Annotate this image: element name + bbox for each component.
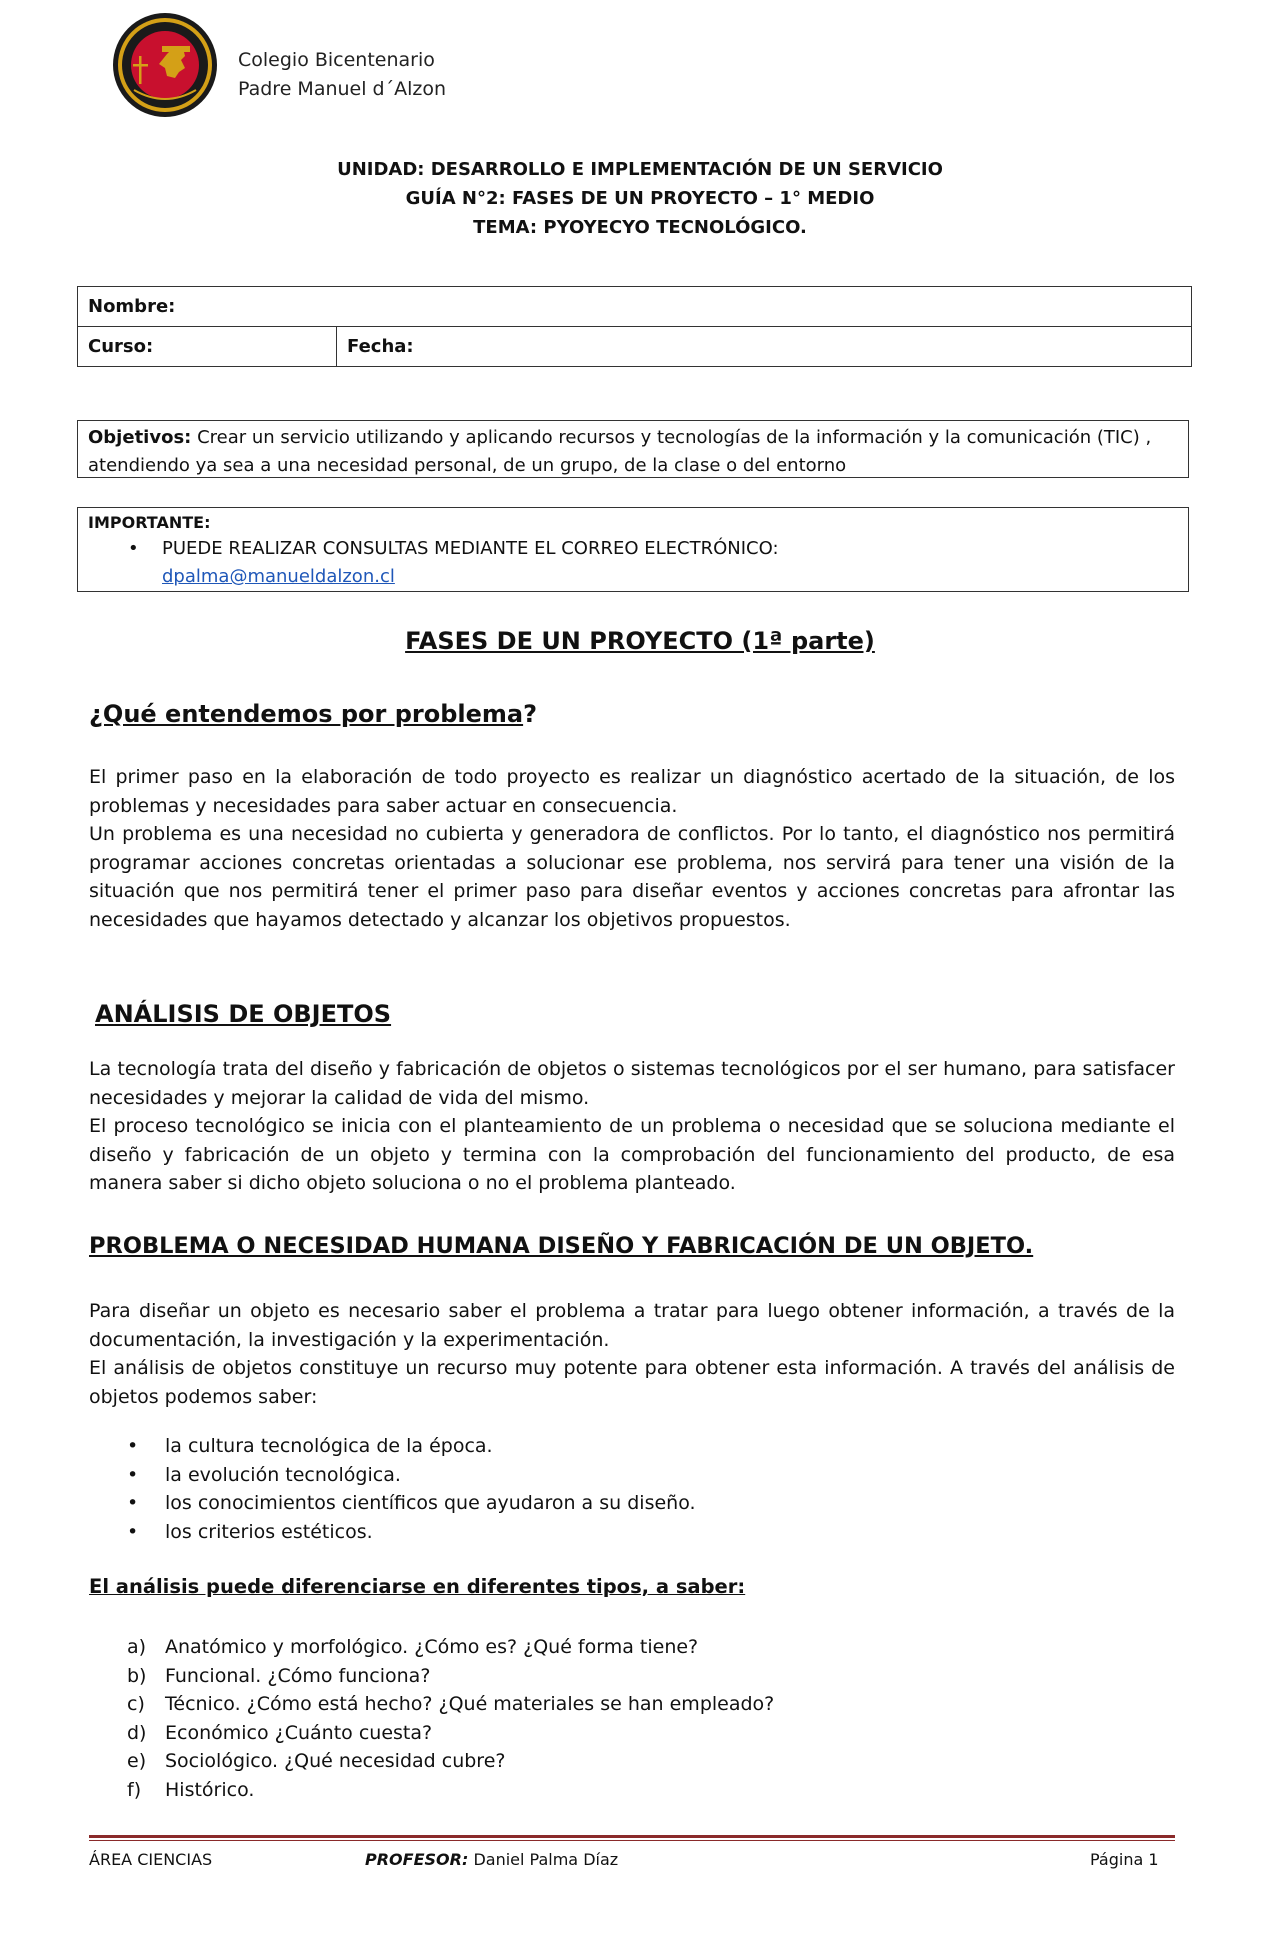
footer-area: ÁREA CIENCIAS	[89, 1850, 213, 1869]
list-item: d) Económico ¿Cuánto cuesta?	[89, 1719, 1175, 1748]
list-item: • los conocimientos científicos que ayudaron a su diseño.	[89, 1489, 1175, 1518]
email-link[interactable]: dpalma@manueldalzon.cl	[162, 566, 395, 587]
list-marker: a)	[127, 1636, 147, 1658]
important-item	[88, 535, 1178, 591]
section-title: FASES DE UN PROYECTO (1ª parte)	[405, 627, 875, 655]
list-marker: d)	[127, 1721, 147, 1744]
footer-profesor-label: PROFESOR:	[365, 1850, 469, 1869]
list-marker: c)	[127, 1693, 145, 1715]
unit-title: UNIDAD: DESARROLLO E IMPLEMENTACIÓN DE UN SERVICIO	[337, 159, 943, 180]
list-marker: b)	[127, 1664, 147, 1687]
problema-heading	[89, 700, 537, 728]
guide-title: GUÍA N°2: FASES DE UN PROYECTO – 1° MEDIO	[405, 188, 875, 209]
problema-heading-text: ¿Qué entendemos por problema	[89, 700, 524, 728]
problema-paragraph-1: El primer paso en la elaboración de todo proyecto es realizar un diagnóstico acertado de la situación, de los problemas y necesidades para saber actuar en consecuencia.	[89, 766, 1175, 817]
list-marker: f)	[127, 1778, 142, 1801]
analisis-heading: ANÁLISIS DE OBJETOS	[95, 1000, 392, 1028]
topic-title: TEMA: PYOYECYO TECNOLÓGICO.	[473, 217, 807, 238]
problema-paragraph-2: Un problema es una necesidad no cubierta y generadora de conflictos. Por lo tanto, el diagnóstico nos permitirá programar acciones concretas orientadas a solucionar ese problema, nos servirá para tener una visión de la situación que nos permitirá tener el primer paso para diseñar eventos y acciones concretas para afrontar las necesidades que hayamos detectado y alcanzar los objetivos propuestos.	[89, 823, 1175, 931]
student-info-table	[77, 286, 1192, 367]
list-item: • los criterios estéticos.	[89, 1518, 1175, 1547]
document-titles	[0, 155, 1280, 242]
list-marker: e)	[127, 1750, 147, 1772]
list-item: b) Funcional. ¿Cómo funciona?	[89, 1662, 1175, 1691]
school-name	[238, 46, 446, 104]
list-item: c) Técnico. ¿Cómo está hecho? ¿Qué materiales se han empleado?	[89, 1690, 1175, 1719]
bullet-icon: •	[127, 1435, 139, 1457]
list-item: f) Histórico.	[89, 1776, 1175, 1805]
school-crest-icon	[112, 12, 218, 118]
footer-rule-thin	[89, 1840, 1175, 1841]
problema-text	[89, 763, 1175, 934]
school-name-line2: Padre Manuel d´Alzon	[238, 78, 447, 100]
fecha-field[interactable]: Fecha:	[337, 327, 1192, 367]
footer-profesor-name: Daniel Palma Díaz	[468, 1850, 619, 1869]
list-item: • la cultura tecnológica de la época.	[89, 1432, 1175, 1461]
bullet-icon: •	[127, 1463, 139, 1486]
necesidad-paragraph-2: El análisis de objetos constituye un recurso muy potente para obtener esta información. A través del análisis de objetos podemos saber:	[89, 1357, 1175, 1408]
school-name-line1: Colegio Bicentenario	[238, 49, 435, 71]
footer-profesor	[365, 1849, 618, 1871]
curso-field[interactable]: Curso:	[78, 327, 337, 367]
necesidad-paragraph-1: Para diseñar un objeto es necesario saber el problema a tratar para luego obtener información, a través de la documentación, la investigación y la experimentación.	[89, 1300, 1175, 1351]
analisis-text	[89, 1055, 1175, 1198]
necesidad-text	[89, 1297, 1175, 1411]
important-box	[77, 507, 1189, 592]
list-item: a) Anatómico y morfológico. ¿Cómo es? ¿Qué forma tiene?	[89, 1633, 1175, 1662]
analisis-paragraph-1: La tecnología trata del diseño y fabricación de objetos o sistemas tecnológicos por el ser humano, para satisfacer necesidades y mejorar la calidad de vida del mismo.	[89, 1058, 1175, 1109]
analisis-paragraph-2: El proceso tecnológico se inicia con el planteamiento de un problema o necesidad que se soluciona mediante el diseño y fabricación de un objeto y termina con la comprobación del funcionamiento del producto, de esa manera saber si dicho objeto soluciona o no el problema planteado.	[89, 1115, 1175, 1194]
tipos-list	[89, 1633, 1175, 1804]
tipos-heading: El análisis puede diferenciarse en diferentes tipos, a saber:	[89, 1575, 746, 1598]
footer-rule	[89, 1835, 1175, 1838]
list-item: • la evolución tecnológica.	[89, 1461, 1175, 1490]
objectives-label: Objetivos:	[88, 427, 192, 448]
list-item: e) Sociológico. ¿Qué necesidad cubre?	[89, 1747, 1175, 1776]
important-text: PUEDE REALIZAR CONSULTAS MEDIANTE EL CORREO ELECTRÓNICO:	[162, 538, 779, 559]
important-label: IMPORTANTE:	[88, 513, 211, 532]
bullet-icon: •	[127, 1492, 139, 1514]
necesidad-heading: PROBLEMA O NECESIDAD HUMANA DISEÑO Y FABRICACIÓN DE UN OBJETO.	[89, 1233, 1034, 1259]
objectives-box	[77, 420, 1189, 478]
nombre-field[interactable]: Nombre:	[78, 287, 1192, 327]
bullet-icon: •	[127, 1520, 139, 1543]
problema-heading-suffix: ?	[523, 700, 538, 728]
necesidad-bullet-list	[89, 1432, 1175, 1546]
page-number: Página 1	[1090, 1850, 1159, 1869]
objectives-text: Crear un servicio utilizando y aplicando recursos y tecnologías de la información y la comunicación (TIC) , atendiendo ya sea a una necesidad personal, de un grupo, de la clase o del entorno	[88, 427, 1152, 476]
bullet-icon: •	[128, 538, 139, 559]
